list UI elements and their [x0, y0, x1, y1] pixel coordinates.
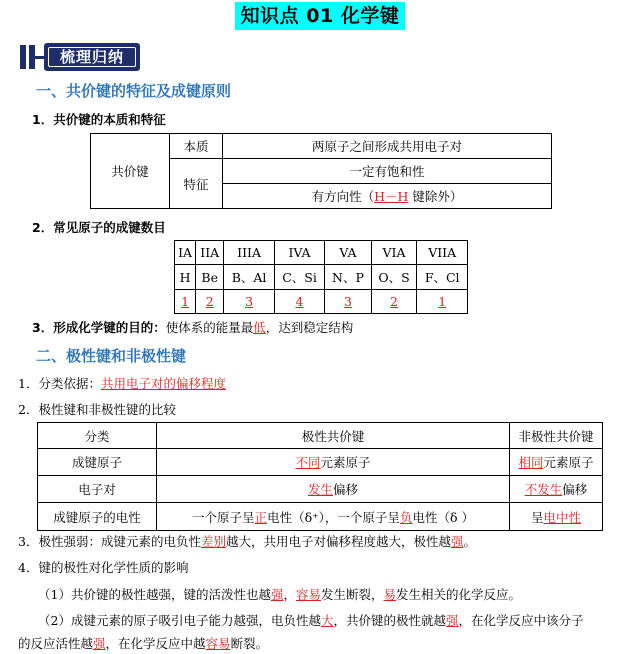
p1-a: （1）共价键的极性越强，键的活泼性也越	[38, 587, 271, 602]
group-cell: IIIA	[224, 241, 275, 265]
element-cell: H	[175, 265, 196, 290]
p1-red2: 容易	[296, 587, 322, 602]
r2-polar	[157, 476, 510, 503]
bond-left-cell: 共价键	[91, 134, 170, 209]
s1-2-heading: 2．常见原子的成键数目	[32, 220, 166, 235]
r3-nonpolar-a: 呈	[530, 509, 544, 525]
row2-value: 一定有饱和性	[223, 159, 552, 184]
s2-3-b: 越大，共用电子对偏移程度越大，极性越	[225, 534, 451, 549]
s2-3-line	[18, 532, 476, 550]
head-nonpolar: 非极性共价键	[510, 423, 603, 449]
bond-nature-table	[90, 133, 552, 209]
element-cell: O、S	[371, 265, 417, 290]
title-wrap	[0, 2, 640, 30]
row3-red: H－H	[374, 189, 409, 204]
s1-3-text-b: ，达到稳定结构	[265, 320, 354, 335]
s2-2-label: 2．极性键和非极性键的比较	[18, 402, 176, 417]
row3-value	[223, 184, 552, 209]
s2-4-label: 4．键的极性对化学性质的影响	[18, 560, 189, 575]
p2-c: ，在化学反应中该分子	[458, 613, 584, 628]
bond-count-table	[174, 240, 468, 314]
bond-count-cell: 2	[371, 290, 417, 314]
bond-count-cell: 2	[196, 290, 224, 314]
s2-4-p2	[38, 611, 584, 629]
p1-red1: 强	[270, 587, 284, 602]
s1-3-line	[32, 318, 353, 336]
s2-3-red1: 差别	[200, 534, 226, 549]
p3-b: ，在化学反应中越	[105, 636, 206, 651]
bonds-row	[175, 290, 468, 314]
r2-nonpolar	[510, 476, 603, 503]
r1-nonpolar-suffix: 元素原子	[543, 455, 594, 470]
bond-count-cell: 1	[417, 290, 468, 314]
r2-nonpolar-red: 不发生	[524, 482, 563, 497]
head-polar: 极性共价键	[157, 423, 510, 449]
s2-1-label: 1．分类依据：	[18, 376, 101, 391]
row1-value: 两原子之间形成共用电子对	[223, 134, 552, 159]
element-cell: N、P	[325, 265, 371, 290]
r3-b: 电性（δ⁺），一个原子呈	[267, 509, 400, 525]
s1-3-heading: 3．形成化学键的目的：	[32, 320, 166, 335]
group-cell: IA	[175, 241, 196, 265]
bond-count-cell: 1	[175, 290, 196, 314]
p1-d: 发生相关的化学反应。	[396, 587, 522, 602]
row3-prefix: 有方向性（	[311, 189, 375, 204]
p1-red3: 易	[383, 587, 397, 602]
s2-1-line	[18, 374, 226, 392]
p3-red2: 容易	[205, 636, 231, 651]
r1-polar-red: 不同	[295, 455, 321, 470]
row3-suffix: 键除外）	[408, 189, 463, 204]
r3-nonpolar	[510, 503, 603, 531]
bond-count-cell: 3	[325, 290, 371, 314]
page-title: 知识点 01 化学键	[235, 2, 406, 30]
r2-label: 电子对	[38, 476, 157, 503]
r1-nonpolar	[510, 449, 603, 476]
s2-3-c: 。	[463, 534, 477, 549]
r2-polar-red: 发生	[307, 482, 333, 497]
p1-b: ，	[283, 587, 296, 602]
p2-a: （2）成键元素的原子吸引电子能力越强，电负性越	[38, 613, 321, 628]
row2-label: 特征	[170, 159, 223, 209]
group-cell: VA	[325, 241, 371, 265]
head-category: 分类	[38, 423, 157, 449]
group-cell: IIA	[196, 241, 224, 265]
polarity-table	[37, 422, 603, 531]
group-cell: VIA	[371, 241, 417, 265]
element-cell: B、Al	[224, 265, 275, 290]
r2-polar-suffix: 偏移	[333, 482, 359, 497]
r3-a: 一个原子呈	[192, 509, 255, 525]
badge-bar-left	[20, 45, 26, 69]
group-cell: VIIA	[417, 241, 468, 265]
r3-label: 成键原子的电性	[38, 503, 157, 531]
r3-red1: 正	[254, 509, 268, 525]
s2-3-red2: 强	[451, 534, 464, 549]
s2-4-p1	[38, 585, 521, 603]
s2-1-red: 共用电子对的偏移程度	[100, 376, 226, 391]
row1-label: 本质	[170, 134, 223, 159]
r3-polar	[157, 503, 510, 531]
r1-label: 成键原子	[38, 449, 157, 476]
element-cell: C、Si	[274, 265, 324, 290]
s1-3-text-red: 低	[253, 320, 266, 335]
s1-1-heading: 1．共价键的本质和特征	[32, 112, 166, 127]
s2-3-a: 3．极性强弱：成键元素的电负性	[18, 534, 201, 549]
r1-nonpolar-red: 相同	[518, 455, 544, 470]
element-cell: F、Cl	[417, 265, 468, 290]
groups-row	[175, 241, 468, 265]
p2-red1: 大	[320, 613, 334, 628]
section1-heading: 一、共价键的特征及成键原则	[36, 82, 232, 100]
s1-3-text-a: 使体系的能量最	[165, 320, 254, 335]
r3-nonpolar-red: 电中性	[543, 509, 582, 525]
elements-row	[175, 265, 468, 290]
r3-red2: 负	[399, 509, 413, 525]
r1-polar	[157, 449, 510, 476]
bond-count-cell: 3	[224, 290, 275, 314]
p3-a: 的反应活性越	[18, 636, 94, 651]
r1-polar-suffix: 元素原子	[320, 455, 371, 470]
p2-red2: 强	[446, 613, 459, 628]
r3-c: 电性（δ ）	[412, 509, 474, 525]
p2-b: ，共价键的极性就越	[333, 613, 446, 628]
p3-red1: 强	[93, 636, 106, 651]
badge-label: 梳理归纳	[44, 43, 140, 71]
p1-c: 发生断裂，	[321, 587, 384, 602]
r2-nonpolar-suffix: 偏移	[562, 482, 588, 497]
section2-heading: 二、极性键和非极性键	[36, 347, 187, 365]
section-badge	[20, 43, 138, 71]
p3-c: 断裂。	[230, 636, 269, 651]
s2-4-p3	[18, 634, 268, 652]
bond-count-cell: 4	[274, 290, 324, 314]
element-cell: Be	[196, 265, 224, 290]
group-cell: IVA	[274, 241, 324, 265]
